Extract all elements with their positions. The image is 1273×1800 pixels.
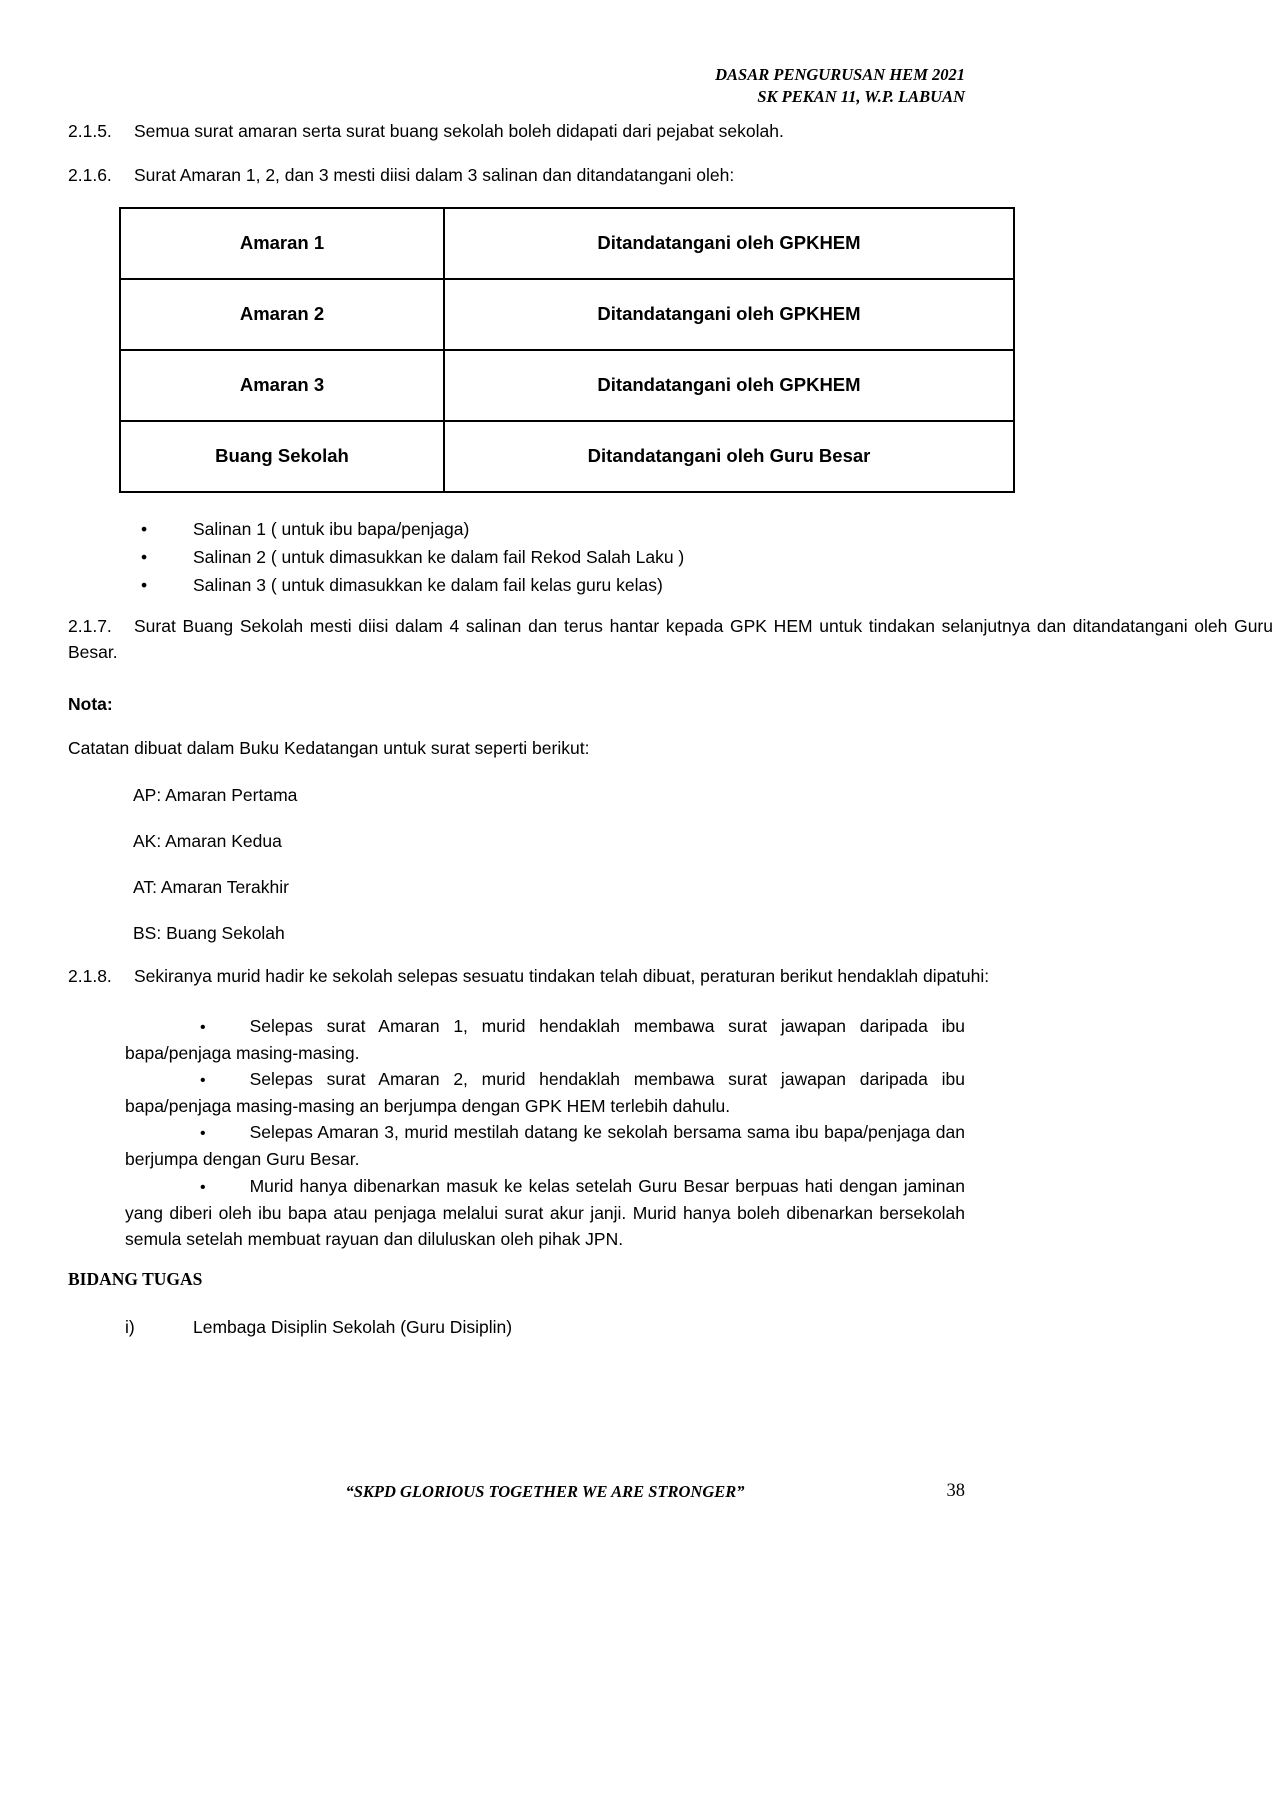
abbreviation-line: AK: Amaran Kedua [133, 830, 282, 851]
rules-list [0, 1013, 1273, 1252]
table-row [120, 350, 1014, 421]
list-item-text: Salinan 1 ( untuk ibu bapa/penjaga) [193, 518, 470, 539]
abbreviation-line: AP: Amaran Pertama [133, 784, 298, 805]
paragraph-number: 2.1.7. [68, 615, 112, 636]
table-cell-category: Buang Sekolah [120, 421, 444, 492]
paragraph-text: Sekiranya murid hadir ke sekolah selepas sesuatu tindakan telah dibuat, peraturan berikut hendaklah dipatuhi: [134, 965, 990, 986]
table-cell-signatory: Ditandatangani oleh Guru Besar [444, 421, 1014, 492]
section-heading-bidang-tugas: BIDANG TUGAS [68, 1269, 203, 1289]
list-item [125, 515, 965, 543]
paragraph-text: Surat Amaran 1, 2, dan 3 mesti diisi dalam 3 salinan dan ditandatangani oleh: [134, 165, 735, 186]
table-row [120, 208, 1014, 279]
paragraph-2-1-8 [0, 963, 1273, 989]
bullet-icon: • [200, 1072, 206, 1089]
table-row [120, 279, 1014, 350]
rule-item [125, 1119, 965, 1172]
list-marker: i) [125, 1317, 135, 1338]
bullet-icon: • [200, 1178, 206, 1196]
table-cell-signatory: Ditandatangani oleh GPKHEM [444, 208, 1014, 279]
nota-label: Nota: [68, 694, 113, 714]
paragraph-text: Surat Buang Sekolah mesti diisi dalam 4 salinan dan terus hantar kepada GPK HEM untuk tindakan selanjutnya dan ditandatangani oleh Guru Besar. [68, 615, 1273, 662]
list-item [125, 571, 965, 599]
paragraph-2-1-6 [0, 162, 1273, 188]
table-cell-signatory: Ditandatangani oleh GPKHEM [444, 279, 1014, 350]
bullet-icon: • [141, 574, 148, 595]
duty-item-text: Lembaga Disiplin Sekolah (Guru Disiplin) [193, 1317, 513, 1338]
list-item [125, 543, 965, 571]
paragraph-2-1-5 [0, 118, 1273, 144]
rule-text: Selepas Amaran 3, murid mestilah datang ke sekolah bersama sama ibu bapa/penjaga dan berjumpa dengan Guru Besar. [125, 1122, 965, 1170]
rule-item [125, 1173, 965, 1253]
list-item-text: Salinan 3 ( untuk dimasukkan ke dalam fail kelas guru kelas) [193, 574, 663, 595]
table-cell-category: Amaran 3 [120, 350, 444, 421]
header-subtitle: SK PEKAN 11, W.P. LABUAN [757, 87, 965, 106]
list-item-text: Salinan 2 ( untuk dimasukkan ke dalam fail Rekod Salah Laku ) [193, 546, 685, 567]
bullet-icon: • [200, 1125, 206, 1143]
catatan-paragraph: Catatan dibuat dalam Buku Kedatangan untuk surat seperti berikut: [68, 738, 590, 759]
abbreviation-line: AT: Amaran Terakhir [133, 877, 289, 897]
rule-item [125, 1066, 965, 1119]
footer-motto: “SKPD GLORIOUS TOGETHER WE ARE STRONGER” [345, 1482, 745, 1501]
rule-item [125, 1013, 965, 1066]
table-cell-category: Amaran 2 [120, 279, 444, 350]
table-cell-signatory: Ditandatangani oleh GPKHEM [444, 350, 1014, 421]
paragraph-number: 2.1.8. [68, 965, 112, 986]
page-number: 38 [946, 1481, 965, 1501]
rule-text: Murid hanya dibenarkan masuk ke kelas setelah Guru Besar berpuas hati dengan jaminan yang diberi oleh ibu bapa atau penjaga melalui surat akur janji. Murid hanya boleh dibenarkan bersekolah semula setelah membuat rayuan dan diluluskan oleh pihak JPN. [125, 1175, 965, 1249]
paragraph-number: 2.1.5. [68, 121, 112, 141]
table-cell-category: Amaran 1 [120, 208, 444, 279]
table-row [120, 421, 1014, 492]
paragraph-number: 2.1.6. [68, 165, 112, 186]
header-title: DASAR PENGURUSAN HEM 2021 [715, 65, 965, 84]
paragraph-text: Semua surat amaran serta surat buang sekolah boleh didapati dari pejabat sekolah. [134, 121, 784, 141]
bullet-icon: • [141, 546, 148, 567]
duty-list-item [125, 1314, 965, 1340]
abbreviation-line: BS: Buang Sekolah [133, 923, 285, 944]
rule-text: Selepas surat Amaran 1, murid hendaklah membawa surat jawapan daripada ibu bapa/penjaga masing-masing. [125, 1015, 965, 1063]
bullet-icon: • [141, 518, 148, 539]
rule-text: Selepas surat Amaran 2, murid hendaklah membawa surat jawapan daripada ibu bapa/penjaga masing-masing an berjumpa dengan GPK HEM terlebih dahulu. [125, 1069, 965, 1116]
amaran-signatory-table [119, 207, 1015, 493]
bullet-icon: • [200, 1018, 206, 1036]
salinan-list [125, 515, 965, 599]
page-header [125, 64, 965, 108]
paragraph-2-1-7 [0, 613, 1273, 666]
